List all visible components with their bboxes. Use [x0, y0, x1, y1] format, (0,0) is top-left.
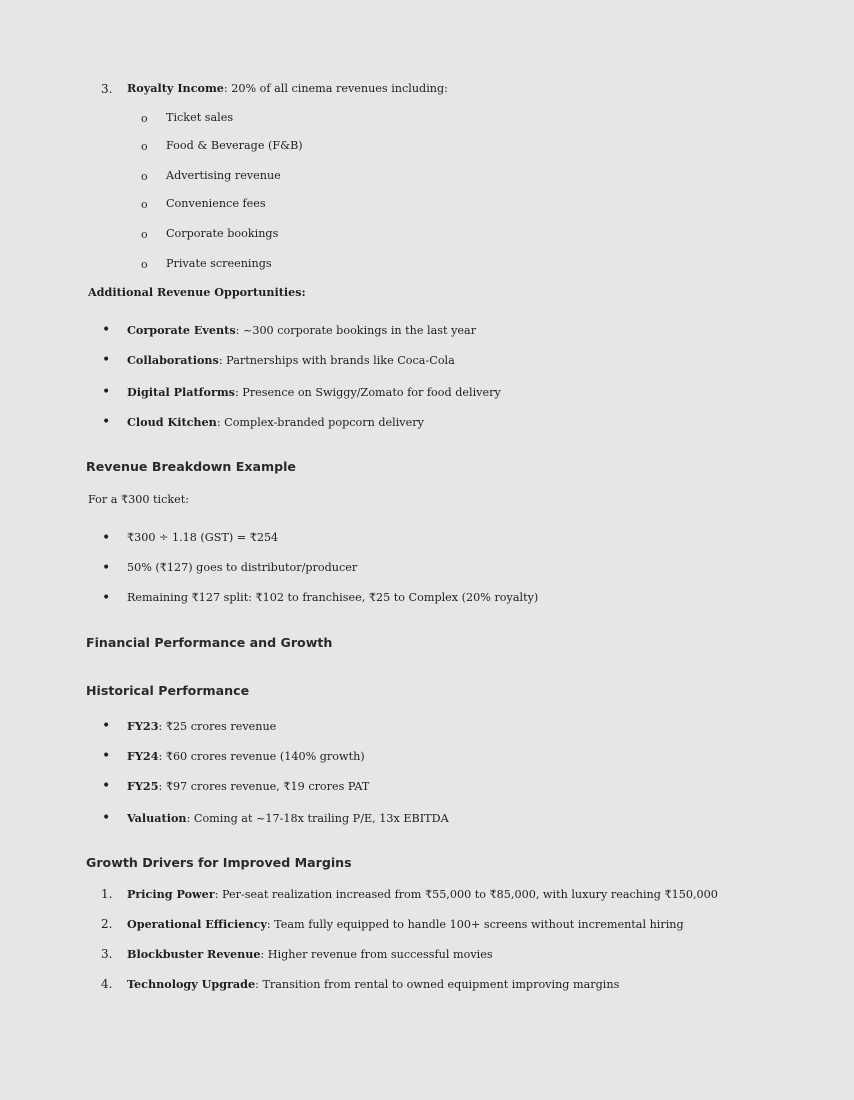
item-text: : Complex-branded popcorn delivery — [216, 416, 424, 429]
bullet: • — [102, 718, 111, 734]
section-heading: Historical Performance — [86, 683, 250, 698]
list-item — [127, 779, 369, 794]
bullet: • — [102, 810, 111, 826]
item-label: FY25 — [127, 779, 159, 793]
list-number: 2. — [101, 917, 113, 931]
list-number: 3. — [101, 82, 113, 96]
list-item — [127, 323, 476, 338]
bullet: • — [102, 414, 111, 430]
bullet: • — [102, 748, 111, 764]
list-item: 50% (₹127) goes to distributor/producer — [127, 561, 358, 574]
circle-bullet: o — [141, 112, 148, 125]
circle-bullet: o — [141, 228, 148, 241]
list-item — [127, 415, 424, 430]
item-text: : 20% of all cinema revenues including: — [223, 82, 448, 95]
item-label: Valuation — [127, 811, 187, 825]
item-text: : Per-seat realization increased from ₹55,000 to ₹85,000, with luxury reaching ₹150,000 — [214, 888, 718, 901]
list-number: 4. — [101, 977, 113, 991]
item-label: Technology Upgrade — [127, 977, 256, 991]
bullet: • — [102, 322, 111, 338]
circle-bullet: o — [141, 170, 148, 183]
list-item — [127, 917, 684, 932]
item-text: : Presence on Swiggy/Zomato for food delivery — [234, 386, 501, 399]
item-label: Pricing Power — [127, 887, 215, 901]
list-number: 1. — [101, 887, 113, 901]
bullet: • — [102, 778, 111, 794]
list-item — [127, 977, 619, 992]
item-text: : ~300 corporate bookings in the last year — [235, 324, 477, 337]
item-text: : Higher revenue from successful movies — [260, 948, 493, 961]
list-item — [127, 749, 365, 764]
bullet: • — [102, 352, 111, 368]
sub-list-item: Convenience fees — [166, 197, 266, 210]
paragraph: For a ₹300 ticket: — [88, 493, 190, 506]
list-item — [127, 353, 455, 368]
list-item — [127, 887, 718, 902]
item-label: Collaborations — [127, 353, 219, 367]
list-item — [127, 385, 501, 400]
item-text: : Team fully equipped to handle 100+ screens without incremental hiring — [266, 918, 684, 931]
item-text: : Partnerships with brands like Coca-Cola — [218, 354, 455, 367]
section-heading: Revenue Breakdown Example — [86, 459, 296, 474]
item-label: Corporate Events — [127, 323, 236, 337]
circle-bullet: o — [141, 140, 148, 153]
item-label: Digital Platforms — [127, 385, 235, 399]
sub-list-item: Ticket sales — [166, 111, 234, 124]
bullet: • — [102, 530, 111, 546]
sub-list-item: Private screenings — [166, 257, 272, 270]
bullet: • — [102, 384, 111, 400]
item-label: FY24 — [127, 749, 159, 763]
item-text: : ₹25 crores revenue — [158, 720, 277, 733]
list-item: Remaining ₹127 split: ₹102 to franchisee, ₹25 to Complex (20% royalty) — [127, 591, 539, 604]
list-item — [127, 811, 449, 826]
sub-list-item: Advertising revenue — [166, 169, 281, 182]
sub-list-item: Food & Beverage (F&B) — [166, 139, 303, 152]
royalty-income-item — [127, 81, 448, 96]
section-subheading: Additional Revenue Opportunities: — [88, 285, 306, 299]
item-label: Operational Efficiency — [127, 917, 267, 931]
section-heading: Financial Performance and Growth — [86, 635, 333, 650]
item-text: : ₹97 crores revenue, ₹19 crores PAT — [158, 780, 370, 793]
bullet: • — [102, 590, 111, 606]
item-text: : Transition from rental to owned equipment improving margins — [255, 978, 620, 991]
section-heading: Growth Drivers for Improved Margins — [86, 855, 352, 870]
sub-list-item: Corporate bookings — [166, 227, 279, 240]
circle-bullet: o — [141, 258, 148, 271]
list-number: 3. — [101, 947, 113, 961]
list-item — [127, 947, 493, 962]
list-item — [127, 719, 276, 734]
item-label: Royalty Income — [127, 81, 224, 95]
item-text: : ₹60 crores revenue (140% growth) — [158, 750, 365, 763]
item-label: Cloud Kitchen — [127, 415, 217, 429]
circle-bullet: o — [141, 198, 148, 211]
item-label: FY23 — [127, 719, 159, 733]
item-text: : Coming at ~17-18x trailing P/E, 13x EBITDA — [186, 812, 449, 825]
item-label: Blockbuster Revenue — [127, 947, 261, 961]
list-item: ₹300 ÷ 1.18 (GST) = ₹254 — [127, 531, 279, 544]
bullet: • — [102, 560, 111, 576]
